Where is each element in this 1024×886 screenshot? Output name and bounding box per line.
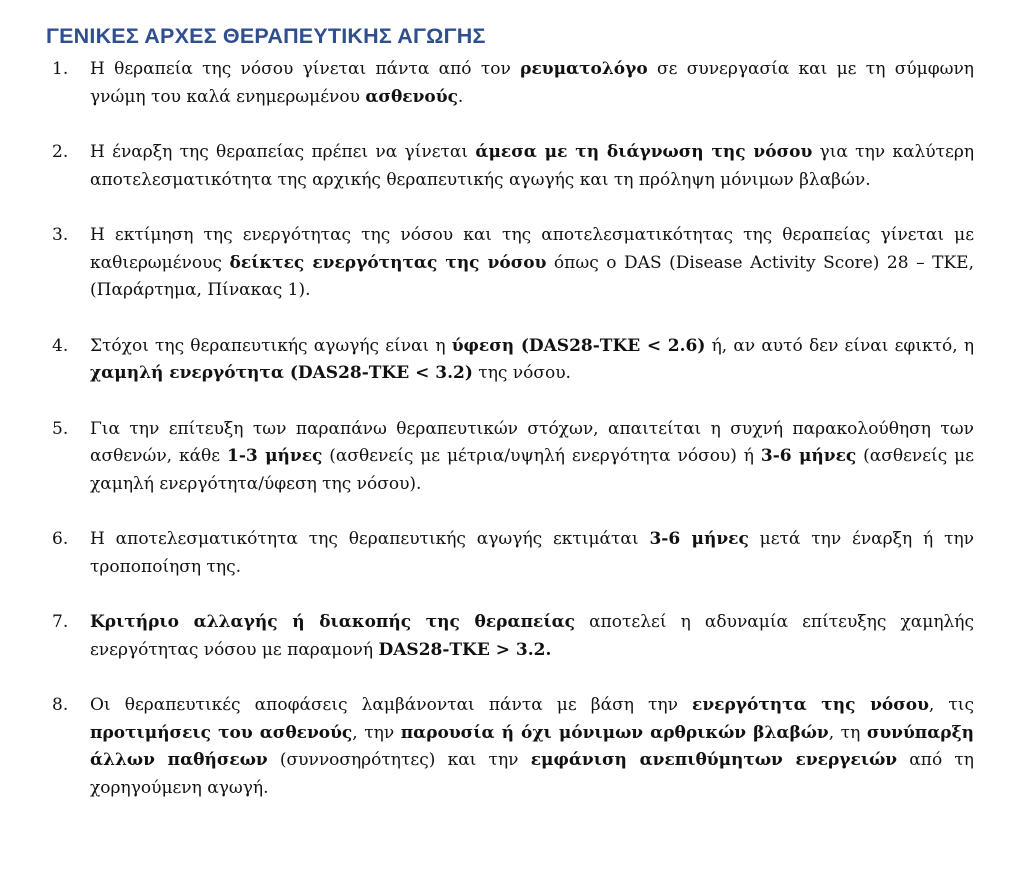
- item-number: 8.: [52, 695, 69, 715]
- item-text-emphasis: παρουσία ή όχι μόνιμων αρθρικών βλαβών: [400, 722, 829, 743]
- item-text-run: Στόχοι της θεραπευτικής αγωγής είναι η: [90, 335, 452, 356]
- item-text: [90, 59, 974, 107]
- item-text: [90, 336, 974, 384]
- item-text-emphasis: DAS28-ΤΚΕ > 3.2.: [378, 639, 552, 660]
- item-text-run: (ασθενείς με χαμηλή ενεργότητα/ύφεση της νόσου).: [90, 446, 974, 494]
- principles-list: [0, 56, 1024, 830]
- item-text-emphasis: 3-6 μήνες: [760, 446, 857, 466]
- item-text: [90, 142, 974, 190]
- item-text: [90, 612, 974, 660]
- item-number: 2.: [52, 142, 69, 162]
- item-text-run: Η έναρξη της θεραπείας πρέπει να γίνεται: [90, 142, 476, 162]
- list-item: [0, 333, 974, 388]
- item-text-emphasis: Κριτήριο αλλαγής ή διακοπής της θεραπείας: [90, 612, 576, 632]
- item-text-emphasis: χαμηλή ενεργότητα (DAS28-ΤΚΕ < 3.2): [90, 363, 473, 383]
- item-text-emphasis: προτιμήσεις του ασθενούς: [90, 722, 353, 743]
- list-item: [0, 692, 974, 802]
- item-text-run: αποτελεί η αδυναμία επίτευξης χαμηλής ενεργότητας νόσου με παραμονή: [90, 612, 974, 660]
- item-number: 4.: [52, 335, 69, 356]
- item-text-emphasis: ύφεση (DAS28-ΤΚΕ < 2.6): [451, 335, 706, 356]
- page-title: ΓΕΝΙΚΕΣ ΑΡΧΕΣ ΘΕΡΑΠΕΥΤΙΚΗΣ ΑΓΩΓΗΣ: [46, 24, 486, 49]
- item-text-run: , τη: [828, 722, 867, 743]
- item-text-run: της νόσου.: [472, 363, 571, 383]
- item-text-emphasis: συνύπαρξη άλλων παθήσεων: [90, 722, 975, 770]
- item-text-emphasis: άμεσα με τη διάγνωση της νόσου: [475, 142, 813, 162]
- item-number: 6.: [52, 529, 69, 549]
- list-item: [0, 416, 974, 499]
- item-text-run: .: [457, 86, 464, 107]
- item-text: [90, 695, 974, 798]
- item-text-emphasis: ενεργότητα της νόσου: [692, 695, 929, 715]
- item-text: [90, 419, 974, 494]
- item-text-run: όπως ο DAS (Disease Activity Score) 28 – ΤΚΕ, (Παράρτημα, Πίνακας 1).: [90, 252, 974, 300]
- item-text-run: από τη χορηγούμενη αγωγή.: [90, 750, 974, 798]
- item-text-emphasis: 1-3 μήνες: [226, 446, 323, 466]
- item-number: 3.: [52, 225, 69, 245]
- list-item: [0, 56, 974, 111]
- list-item: [0, 609, 974, 664]
- item-text-run: , τις: [928, 695, 974, 715]
- item-text-run: Οι θεραπευτικές αποφάσεις λαμβάνονται πάντα με βάση την: [90, 695, 693, 715]
- item-text-emphasis: ασθενούς: [365, 86, 458, 107]
- item-number: 1.: [52, 59, 69, 79]
- item-text: [90, 225, 974, 300]
- item-text-emphasis: ρευματολόγο: [520, 59, 648, 79]
- item-text-run: σε συνεργασία και με τη σύμφωνη γνώμη του καλά ενημερωμένου: [90, 59, 974, 107]
- item-text-run: Η θεραπεία της νόσου γίνεται πάντα από τον: [90, 59, 521, 79]
- item-text-emphasis: εμφάνιση ανεπιθύμητων ενεργειών: [530, 750, 898, 770]
- item-text-run: (ασθενείς με μέτρια/υψηλή ενεργότητα νόσου) ή: [322, 446, 761, 466]
- item-text-run: για την καλύτερη αποτελεσματικότητα της αρχικής θεραπευτικής αγωγής και τη πρόληψη μόνιμων βλαβών.: [90, 142, 975, 190]
- list-item: [0, 526, 974, 581]
- item-text-run: Η εκτίμηση της ενεργότητας της νόσου και της αποτελεσματικότητας της θεραπείας γίνεται με καθιερωμένους: [90, 225, 974, 273]
- item-text-run: (συννοσηρότητες) και την: [267, 750, 531, 770]
- item-text-run: μετά την έναρξη ή την τροποποίηση της.: [90, 529, 974, 577]
- item-text-emphasis: 3-6 μήνες: [649, 529, 749, 549]
- item-number: 7.: [52, 612, 69, 632]
- item-text-emphasis: δείκτες ενεργότητας της νόσου: [229, 252, 547, 273]
- item-text-run: , την: [352, 722, 401, 743]
- list-item: [0, 222, 974, 305]
- item-text-run: Η αποτελεσματικότητα της θεραπευτικής αγωγής εκτιμάται: [90, 529, 650, 549]
- item-number: 5.: [52, 418, 69, 439]
- item-text: [90, 529, 974, 577]
- item-text-run: ή, αν αυτό δεν είναι εφικτό, η: [705, 335, 975, 356]
- list-item: [0, 139, 974, 194]
- item-text-run: Για την επίτευξη των παραπάνω θεραπευτικών στόχων, απαιτείται η συχνή παρακολούθηση των ασθενών, κάθε: [90, 418, 974, 466]
